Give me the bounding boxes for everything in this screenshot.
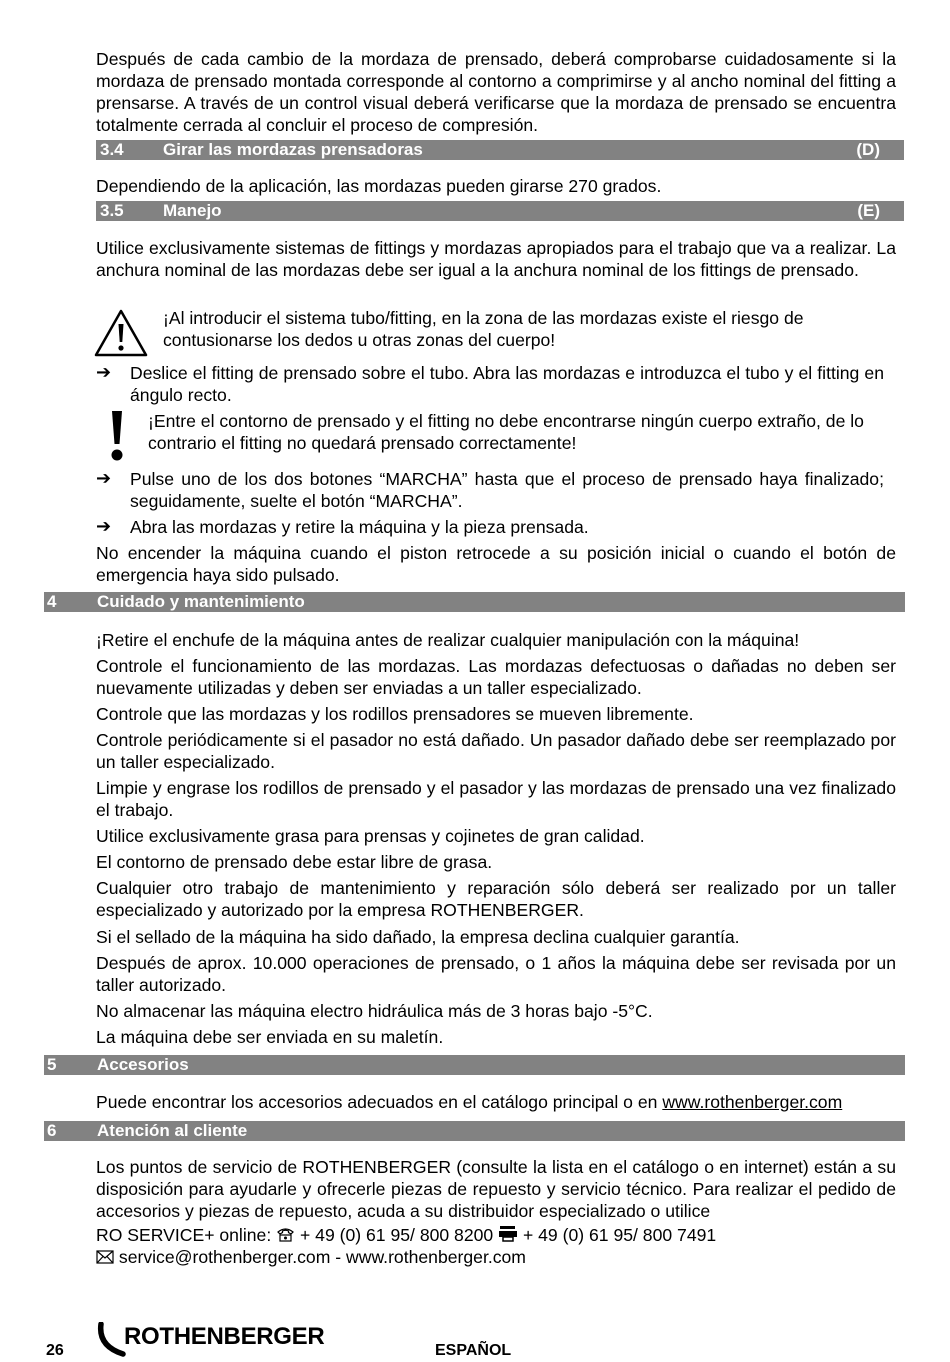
accessories-paragraph xyxy=(96,1091,916,1113)
section-number: 5 xyxy=(47,1055,57,1074)
maintenance-item: Si el sellado de la máquina ha sido dañado, la empresa declina cualquier garantía. xyxy=(96,927,740,947)
maintenance-item: No almacenar las máquina electro hidráulica más de 3 horas bajo -5°C. xyxy=(96,1001,653,1021)
language-label: ESPAÑOL xyxy=(435,1342,512,1359)
section-3-5-intro: Utilice exclusivamente sistemas de fittings y mordazas apropiados para el trabajo que va a realizar. La anchura nominal de las mordazas debe ser igual a la anchura nominal de los fittings de prensado. xyxy=(96,238,896,280)
warning-triangle-icon xyxy=(93,308,149,358)
brand-logo: ROTHENBERGER xyxy=(124,1323,325,1350)
phone-icon xyxy=(276,1226,295,1242)
separator: - xyxy=(335,1247,342,1267)
step-3-text: Abra las mordazas y retire la máquina y la pieza prensada. xyxy=(130,517,589,537)
page-number: 26 xyxy=(46,1342,64,1359)
section-title: Accesorios xyxy=(97,1055,189,1074)
section-header-4 xyxy=(44,592,905,612)
arrow-right-icon: ➔ xyxy=(96,468,112,488)
section-title: Manejo xyxy=(163,201,222,220)
section-title: Cuidado y mantenimiento xyxy=(97,592,305,611)
section-header-6 xyxy=(44,1121,905,1141)
brand-logo-swoosh xyxy=(97,1322,127,1358)
section-title: Girar las mordazas prensadoras xyxy=(163,140,423,159)
section-number: 4 xyxy=(47,592,57,611)
website-text[interactable]: www.rothenberger.com xyxy=(346,1247,526,1267)
section-header-3-5 xyxy=(96,201,904,221)
section-3-5-closing: No encender la máquina cuando el piston retrocede a su posición inicial o cuando el botón de emergencia haya sido pulsado. xyxy=(96,543,896,585)
section-header-3-4 xyxy=(96,140,904,160)
website-link[interactable]: www.rothenberger.com xyxy=(662,1092,843,1112)
step-1-text: Deslice el fitting de prensado sobre el tubo. Abra las mordazas e introduzca el tubo y el fitting en ángulo recto. xyxy=(130,363,884,405)
maintenance-item: Controle el funcionamiento de las mordazas. Las mordazas defectuosas o dañadas no deben ser nuevamente utilizadas y deben ser enviadas a un taller especializado. xyxy=(96,656,896,698)
figure-ref: (E) xyxy=(857,201,880,220)
maintenance-item: Limpie y engrase los rodillos de prensado y el pasador y las mordazas de prensado una vez finalizado el trabajo. xyxy=(96,778,896,820)
section-header-5 xyxy=(44,1055,905,1075)
maintenance-item: ¡Retire el enchufe de la máquina antes de realizar cualquier manipulación con la máquina! xyxy=(96,630,800,650)
accessories-text: Puede encontrar los accesorios adecuados en el catálogo principal o en xyxy=(96,1092,658,1112)
maintenance-item: Controle periódicamente si el pasador no está dañado. Un pasador dañado debe ser reemplazado por un taller especializado. xyxy=(96,730,896,772)
section-title: Atención al cliente xyxy=(97,1121,248,1140)
maintenance-item: Utilice exclusivamente grasa para prensas y cojinetes de gran calidad. xyxy=(96,826,645,846)
section-number: 3.4 xyxy=(100,140,124,159)
maintenance-item: Cualquier otro trabajo de mantenimiento y reparación sólo deberá ser realizado por un taller especializado y autorizado por la empresa ROTHENBERGER. xyxy=(96,878,896,920)
fax-number: + 49 (0) 61 95/ 800 7491 xyxy=(522,1225,717,1245)
maintenance-item: Después de aprox. 10.000 operaciones de prensado, o 1 años la máquina debe ser revisada por un taller autorizado. xyxy=(96,953,896,995)
service-contact-line xyxy=(96,1224,896,1246)
arrow-right-icon: ➔ xyxy=(96,516,112,536)
section-3-4-text: Dependiendo de la aplicación, las mordazas pueden girarse 270 grados. xyxy=(96,176,662,196)
notice-text: ¡Entre el contorno de prensado y el fitting no debe encontrarse ningún cuerpo extraño, de lo contrario el fitting no quedará prensado correctamente! xyxy=(148,411,864,453)
section-number: 6 xyxy=(47,1121,57,1140)
maintenance-item: El contorno de prensado debe estar libre de grasa. xyxy=(96,852,493,872)
phone-number[interactable]: + 49 (0) 61 95/ 800 8200 xyxy=(300,1225,494,1245)
fax-icon xyxy=(498,1225,518,1242)
step-2-text: Pulse uno de los dos botones “MARCHA” hasta que el proceso de prensado haya finalizado; seguidamente, suelte el botón “MARCHA”. xyxy=(130,469,884,511)
customer-service-text: Los puntos de servicio de ROTHENBERGER (consulte la lista en el catálogo o en internet) están a su disposición para ayudarle y ofrecerle piezas de repuesto y servicio técnico. Para realizar el pedido de accesorios y piezas de repuesto, acuda a su distribuidor especializado o utilice xyxy=(96,1157,896,1221)
warning-text: ¡Al introducir el sistema tubo/fitting, en la zona de las mordazas existe el riesgo de contusionarse los dedos u otras zonas del cuerpo! xyxy=(163,308,804,350)
email-address[interactable]: service@rothenberger.com xyxy=(118,1247,331,1267)
email-line xyxy=(96,1246,896,1268)
intro-paragraph: Después de cada cambio de la mordaza de prensado, deberá comprobarse cuidadosamente si la mordaza de prensado montada corresponde al contorno a comprimirse y al ancho nominal del fitting a prensarse. A través de un control visual deberá verificarse que la mordaza de prensado se encuentra totalmente cerrada al concluir el proceso de compresión. xyxy=(96,49,896,135)
exclamation-icon xyxy=(107,410,127,462)
maintenance-item: La máquina debe ser enviada en su maletín. xyxy=(96,1027,444,1047)
envelope-icon xyxy=(96,1250,114,1264)
section-number: 3.5 xyxy=(100,201,124,220)
figure-ref: (D) xyxy=(856,140,880,159)
arrow-right-icon: ➔ xyxy=(96,362,112,382)
maintenance-item: Controle que las mordazas y los rodillos prensadores se mueven libremente. xyxy=(96,704,694,724)
service-label: RO SERVICE+ online: xyxy=(96,1225,272,1245)
